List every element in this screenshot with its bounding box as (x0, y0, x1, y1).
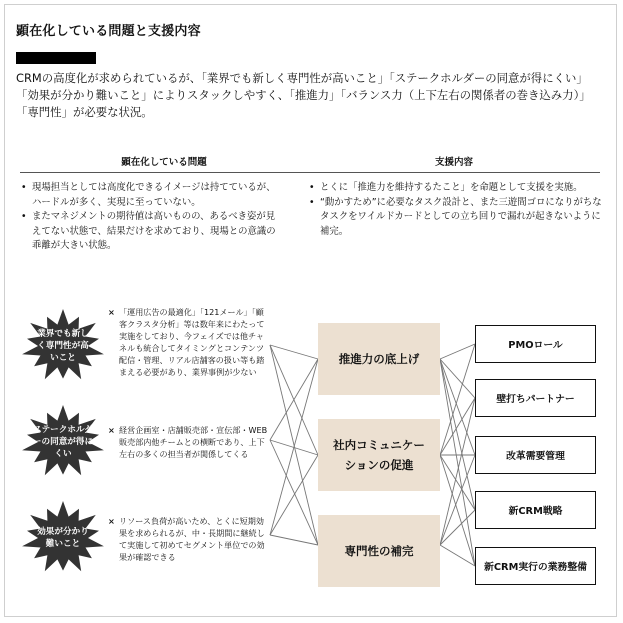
solution-box (318, 419, 440, 491)
role-box (475, 325, 596, 363)
role-label: 壁打ちパートナー (496, 394, 575, 405)
right-column-heading: 支援内容 (434, 157, 473, 168)
role-label: PMOロール (508, 340, 563, 351)
role-box (475, 379, 596, 417)
role-box (475, 436, 596, 474)
role-label: 新CRM実行の業務整備 (484, 562, 587, 573)
problem-label: 業界でも新しく専門性が高いこと (37, 329, 89, 363)
problem-detail (108, 515, 268, 563)
page-title: 顕在化している問題と支援内容 (16, 24, 201, 39)
problem-detail (108, 424, 268, 460)
list-item: • またマネジメントの期待値は高いものの、あるべき姿が見えてない状態で、結果だけを求めており、現場との意識の乖離が大きい状態。 (20, 210, 282, 254)
solution-box (318, 323, 440, 395)
solution-box (318, 515, 440, 587)
problem-label: 効果が分かり難いこと (37, 527, 89, 549)
solution-label: 社内コミュニケーションの促進 (333, 438, 425, 472)
problem-detail (108, 306, 268, 378)
problem-burst (20, 500, 106, 576)
problem-label: ステークホルダーの同意が得にくい (32, 425, 94, 459)
list-item: • とくに「推進力を維持するたこと」を命題として支援を実施。 (308, 181, 604, 196)
cross-mark-icon: × (108, 516, 115, 526)
left-column-heading: 顕在化している問題 (121, 157, 207, 168)
intro-text: CRMの高度化が求められているが、「業界でも新しく専門性が高いこと」「ステークホルダーの同意が得にくい」「効果が分かり難いこと」によりスタックしやすく、「推進力」「バランス力（上下左右の関係者の巻き込み力）」「専門性」が必要な状況。 (16, 71, 591, 119)
problem-detail-text: リソース負荷が高いため、とくに短期効果を求められるが、中・長期間に継続して実施して初めてセグメント単位での効果が確認できる (119, 516, 265, 562)
role-box (475, 547, 596, 585)
role-box (475, 491, 596, 529)
problem-detail-text: 経営企画室・店舗販売部・宣伝部・WEB販売部内他チームとの横断であり、上下左右の多くの担当者が関係してくる (119, 425, 268, 459)
solution-label: 専門性の補完 (344, 544, 414, 558)
list-item: • “動かすため”に必要なタスク設計と、また三遊間ゴロになりがちなタスクをワイルドカードとしての立ち回りで漏れが起きないように補完。 (308, 196, 604, 240)
solution-label: 推進力の底上げ (338, 352, 420, 366)
cross-mark-icon: × (108, 307, 115, 317)
role-label: 改革需要管理 (506, 451, 565, 462)
list-item: • 現場担当としては高度化できるイメージは持てているが、ハードルが多く、実現に至っていない。 (20, 181, 282, 210)
problem-burst (20, 404, 106, 480)
problem-detail-text: 「運用広告の最適化」「121メール」「顧客クラスタ分析」等は数年来にわたって実施をしており、今フェイズでは他チャネルも統合してタイミングとコンテンツ配信・管理、リアル店舗客の扱い等も踏まえる必要があり、業界事例が少ない (119, 307, 265, 377)
cross-mark-icon: × (108, 425, 115, 435)
role-label: 新CRM戦略 (508, 506, 563, 517)
problem-burst (20, 308, 106, 384)
